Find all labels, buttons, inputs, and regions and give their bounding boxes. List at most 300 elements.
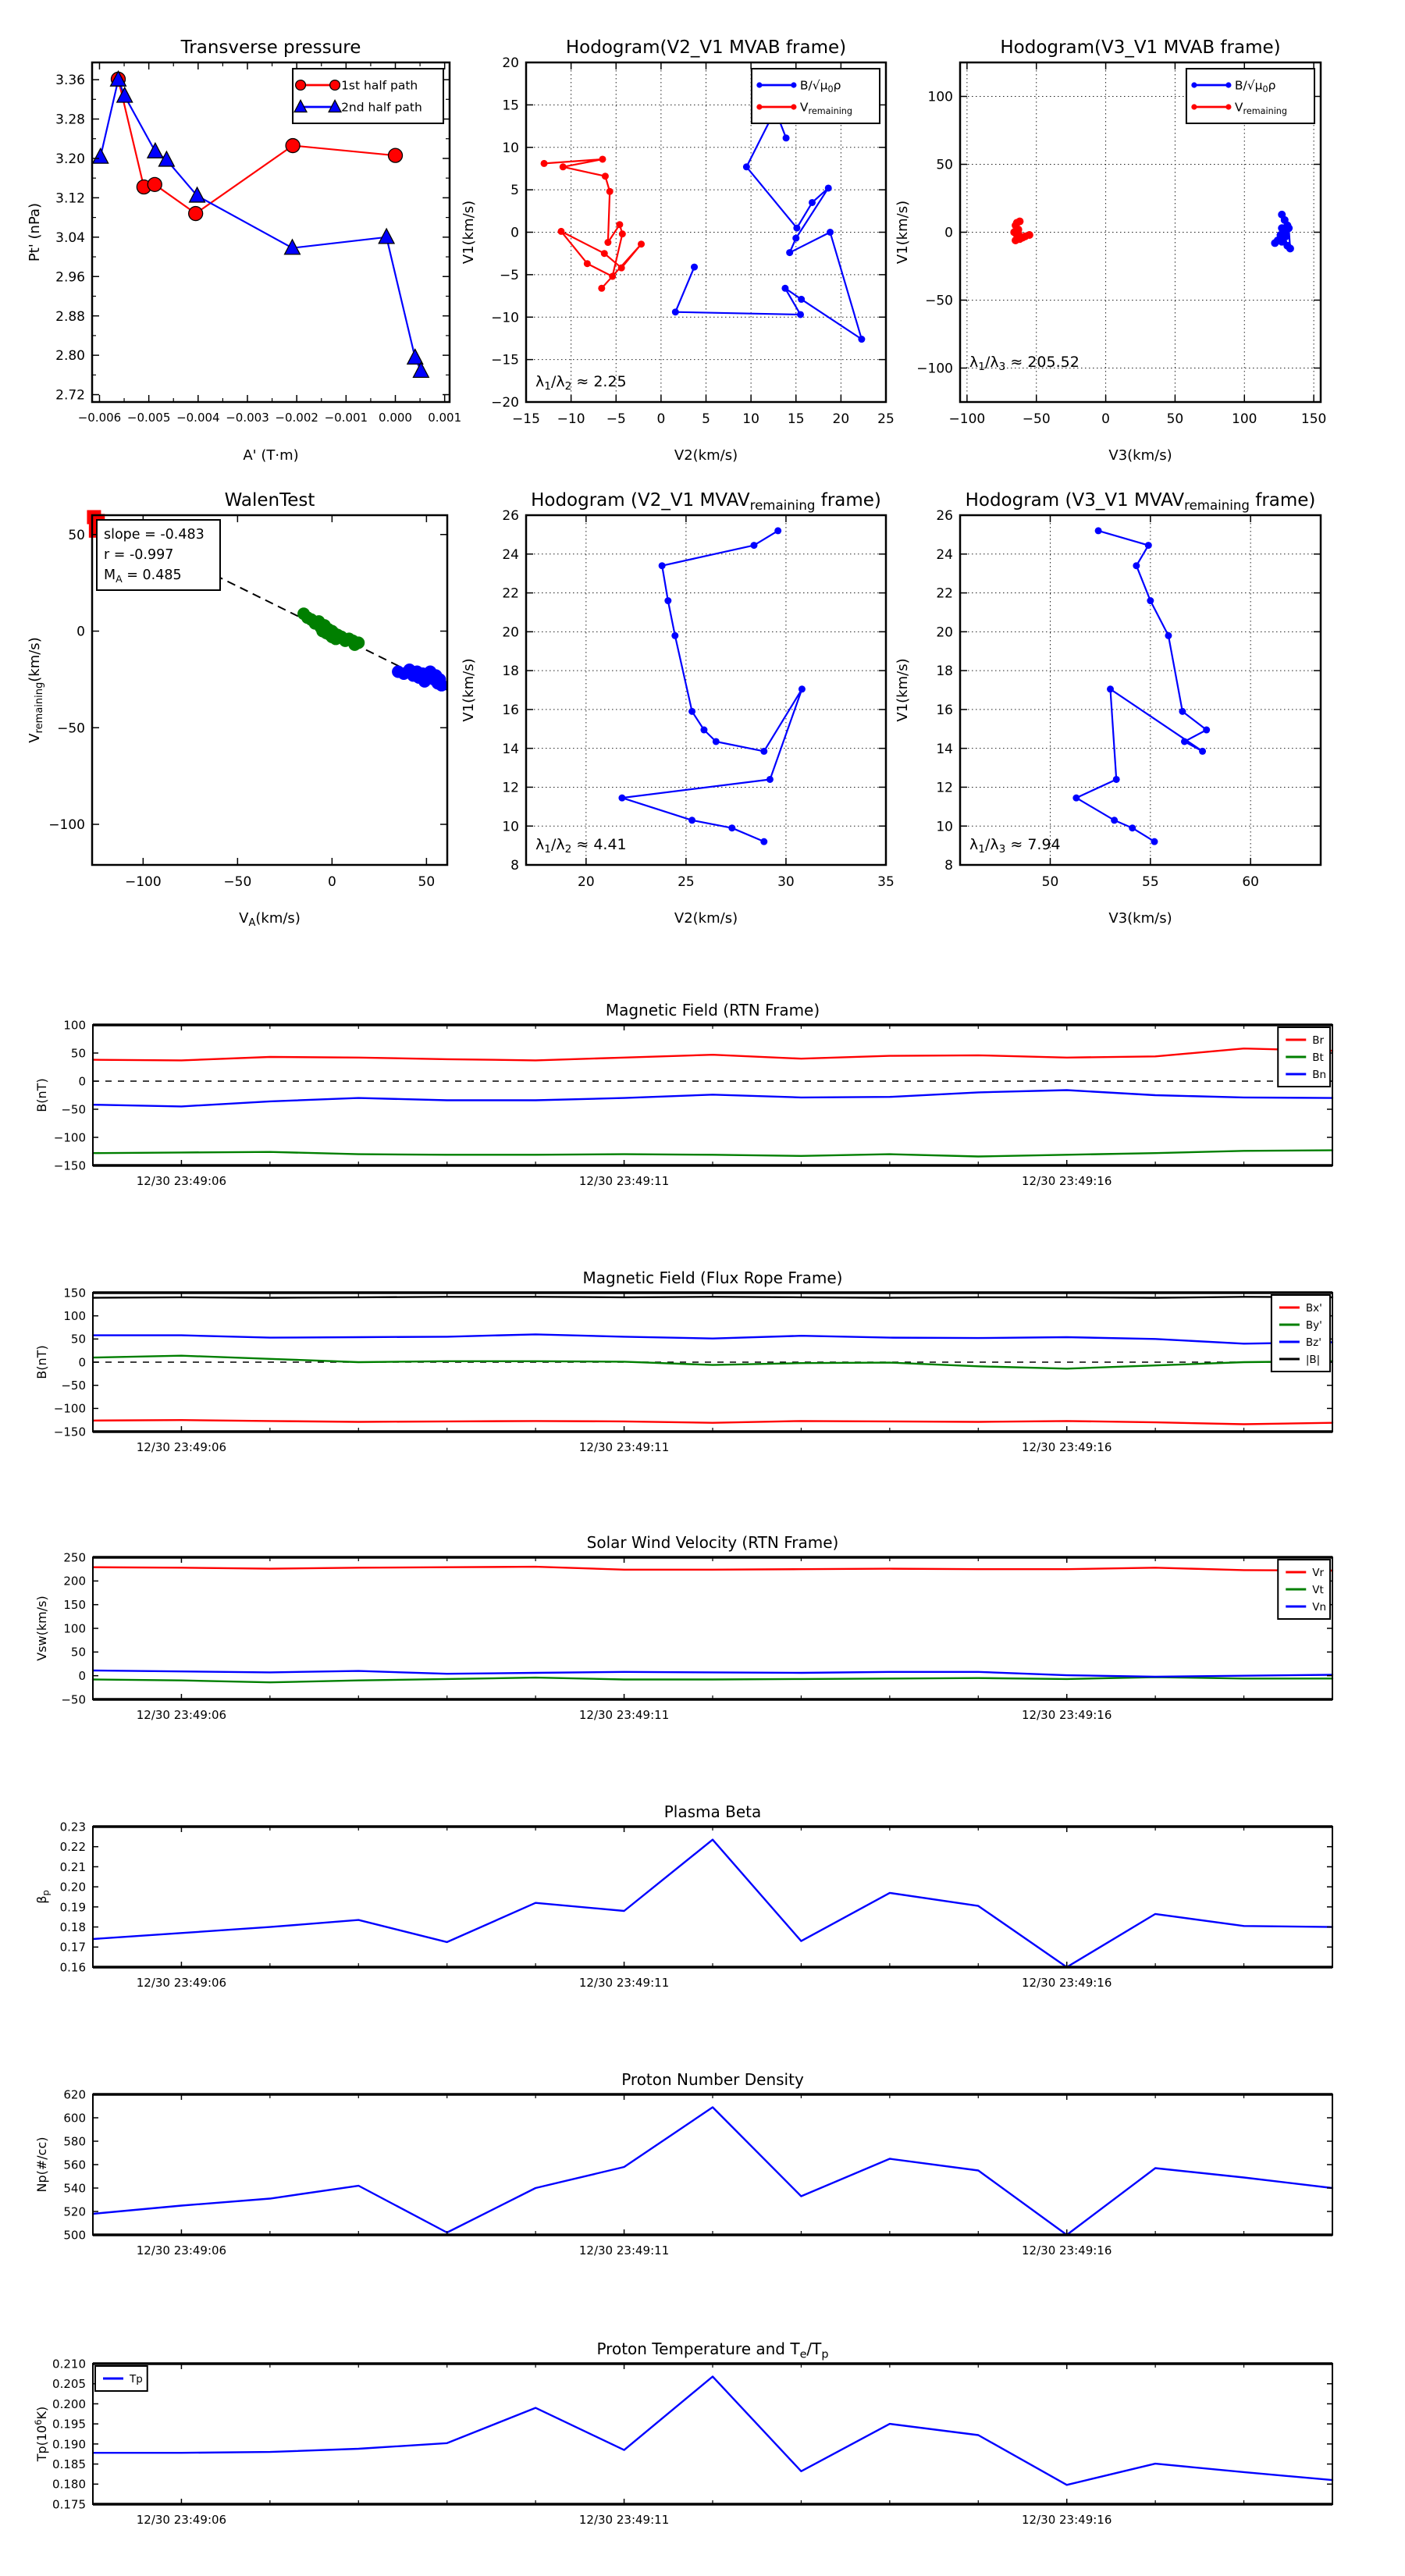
x-axis-label: $V_A(km/s)$ [239,910,301,929]
tick-label: 25 [877,411,895,427]
marker [541,160,548,167]
tick-label: 50 [1041,874,1059,890]
marker [286,139,300,153]
legend-label: Bx' [1305,1301,1322,1315]
marker [783,134,790,141]
tick-label: −100 [53,1130,86,1145]
marker [792,235,799,242]
annotation-box-line: $M_A = 0.485$ [104,568,182,585]
tick-label: −0.005 [126,411,171,425]
marker [791,104,796,109]
chart-plasma-beta [34,1802,1332,1990]
series-Bx' [93,1420,1332,1424]
tick-label: −100 [53,1401,86,1416]
marker [1225,82,1231,87]
tick-label: 3.20 [55,151,85,168]
marker [827,229,834,236]
marker [691,264,698,271]
marker [760,748,767,755]
chart-transverse-pressure [27,37,461,464]
tick-label: 24 [936,546,953,563]
tick-label: 100 [63,1018,86,1033]
legend-label: Bz' [1305,1336,1321,1349]
tick-label: 16 [502,703,519,719]
plot-box [93,2094,1332,2235]
chart-walen-test [27,490,448,929]
marker [330,80,340,91]
marker [1095,527,1102,534]
tick-label: 2.96 [55,269,85,286]
tick-label: 250 [63,1550,86,1565]
marker [148,143,163,158]
tick-label: 0.16 [59,1960,86,1975]
y-axis-label: V1(km/s) [461,200,477,265]
tick-label: 50 [68,527,85,543]
tick-label: 8 [944,858,953,874]
tick-label: 50 [70,1046,86,1061]
legend-label: $B/√\mu_0\rho$ [1234,78,1276,94]
tick-label: 55 [1142,874,1159,890]
plot-box [526,515,886,865]
tick-label: 50 [418,874,436,890]
marker [1165,632,1172,639]
tick-label: 0 [78,1669,86,1684]
tick-label: 3.12 [55,190,85,207]
tick-label: −50 [57,720,85,737]
tick-label: 2.72 [55,387,85,404]
marker [413,362,429,377]
marker [774,527,781,534]
tick-label: 12/30 23:49:11 [578,2513,670,2527]
marker [664,597,671,604]
tick-label: 25 [678,874,695,890]
tick-label: 12/30 23:49:06 [136,2243,227,2258]
marker [1191,82,1197,87]
tick-label: 20 [578,874,595,890]
tick-label: 0.18 [59,1920,86,1934]
legend-label: Vt [1312,1583,1324,1596]
chart-hodogram-v3v1-mvab [895,37,1326,464]
tick-label: 12/30 23:49:16 [1022,2513,1112,2527]
tick-label: 0.000 [379,411,412,425]
tick-label: 0.175 [52,2497,86,2512]
marker [672,308,679,315]
marker [786,249,793,256]
marker [609,273,616,280]
tick-label: 22 [502,585,519,602]
marker [616,221,623,228]
series-Vr [93,1567,1332,1571]
chart-title: WalenTest [224,490,315,511]
marker [352,636,365,649]
chart-mag-field-flux-rope [34,1268,1332,1454]
x-axis-label: V2(km/s) [674,447,738,464]
tick-label: 15 [787,411,805,427]
tick-label: −100 [948,411,986,427]
tick-label: 0.21 [59,1859,86,1874]
marker [379,229,394,244]
tick-label: 20 [832,411,850,427]
tick-label: −50 [925,293,953,309]
marker [767,776,774,783]
tick-label: 3.28 [55,112,85,128]
marker [671,632,678,639]
tick-label: 10 [742,411,759,427]
tick-label: 500 [63,2228,86,2243]
chart-proton-density [34,2070,1332,2258]
y-axis-label: $Tp(10^6K)$ [32,2406,49,2462]
marker [1271,239,1279,247]
tick-label: 2.88 [55,308,85,325]
marker [1107,685,1114,692]
tick-label: 16 [936,703,953,719]
marker [389,148,403,162]
marker [601,250,608,257]
marker [781,285,788,292]
tick-label: 150 [1300,411,1327,427]
marker [760,838,767,845]
x-axis-label: V3(km/s) [1108,447,1172,464]
series-Vt [93,1678,1332,1683]
legend-label: Vn [1312,1600,1327,1614]
tick-label: −0.001 [324,411,368,425]
marker [1072,795,1080,802]
tick-label: 12/30 23:49:06 [136,1976,227,1990]
series-Bt [93,1151,1332,1157]
tick-label: 0 [656,411,666,427]
series-V remaining [544,159,642,288]
series-Bz' [93,1334,1332,1343]
marker [700,727,707,734]
tick-label: −50 [61,1379,86,1393]
legend-label: 2nd half path [341,100,422,115]
chart-hodogram-v3v1-mvav [895,490,1321,927]
series-beta p [93,1840,1332,1967]
tick-label: 12/30 23:49:16 [1022,1174,1112,1188]
series-Np [93,2108,1332,2236]
tick-label: −50 [61,1102,86,1117]
tick-label: 30 [777,874,795,890]
tick-label: 8 [510,858,519,874]
tick-label: 0.001 [428,411,462,425]
tick-label: 12/30 23:49:06 [136,1708,227,1722]
tick-label: 10 [502,140,519,156]
legend-label: Vr [1312,1566,1325,1579]
x-axis-label: V3(km/s) [1108,910,1172,927]
chart-title: Plasma Beta [663,1802,762,1821]
marker [604,239,611,246]
tick-label: 12/30 23:49:06 [136,1440,227,1454]
chart-title: Solar Wind Velocity (RTN Frame) [586,1533,839,1552]
marker [688,817,695,824]
marker [1179,708,1186,715]
chart-title: Transverse pressure [180,37,361,58]
tick-label: 100 [63,1309,86,1324]
tick-label: −0.002 [275,411,318,425]
tick-label: 5 [702,411,710,427]
chart-hodogram-v2v1-mvav [461,490,895,927]
marker [797,311,804,318]
chart-proton-temperature [33,2339,1332,2527]
marker [599,155,606,162]
marker [791,82,796,87]
marker [606,188,614,195]
tick-label: 0.180 [52,2477,86,2492]
tick-label: 0 [327,874,336,890]
tick-label: −50 [1022,411,1051,427]
marker [1111,817,1118,824]
marker [1151,838,1158,845]
tick-label: 12/30 23:49:11 [578,2243,670,2258]
tick-label: 12/30 23:49:16 [1022,1976,1112,1990]
chart-solar-wind-velocity [34,1533,1332,1722]
tick-label: 100 [1232,411,1257,427]
tick-label: 12/30 23:49:06 [136,1174,227,1188]
x-axis-label: V2(km/s) [674,910,738,927]
marker [1191,104,1197,109]
tick-label: 50 [936,157,953,173]
chart-title: Proton Temperature and $T_e/T_p$ [596,2339,829,2361]
legend-label: 1st half path [341,78,418,93]
tick-label: 20 [502,55,519,72]
chart-title: Hodogram(V2_V1 MVAB frame) [565,37,847,58]
tick-label: 520 [63,2204,86,2219]
legend-label: $V_{remaining}$ [1234,100,1288,116]
tick-label: 12/30 23:49:16 [1022,1440,1112,1454]
tick-label: 580 [63,2134,86,2149]
marker [743,163,750,170]
plot-box [960,515,1321,865]
tick-label: 12 [502,780,519,796]
tick-label: 10 [502,819,519,835]
tick-label: 0 [1101,411,1110,427]
marker [858,336,865,343]
marker [117,87,133,102]
marker [618,265,625,272]
tick-label: −15 [512,411,540,427]
annotation: $\lambda_1/\lambda_3 \approx 205.52$ [969,354,1080,374]
tick-label: 150 [63,1598,86,1613]
y-axis-label: V1(km/s) [461,658,477,722]
tick-label: 0.190 [52,2437,86,2452]
chart-title: Hodogram (V2_V1 $MVAV_{remaining}$ frame) [531,490,881,514]
chart-mag-field-rtn [34,1001,1332,1188]
tick-label: 0.19 [59,1900,86,1915]
tick-label: 3.04 [55,229,85,246]
tick-label: 12/30 23:49:11 [578,1976,670,1990]
series-Br [93,1048,1332,1060]
tick-label: −0.003 [226,411,269,425]
tick-label: 12/30 23:49:11 [578,1708,670,1722]
tick-label: 18 [502,664,519,680]
legend-label: |B| [1305,1353,1321,1366]
marker [1285,224,1293,232]
tick-label: 26 [936,508,953,525]
tick-label: 12/30 23:49:16 [1022,1708,1112,1722]
marker [1147,597,1154,604]
tick-label: 3.36 [55,73,85,89]
marker [618,795,625,802]
tick-label: 22 [936,585,953,602]
marker [799,685,806,692]
tick-label: 12/30 23:49:06 [136,2513,227,2527]
marker [1145,542,1152,549]
marker [793,225,800,232]
legend-label: Bn [1312,1068,1327,1081]
y-axis-label: Vsw(km/s) [34,1596,49,1661]
legend-label: $V_{remaining}$ [799,100,853,116]
annotation: $\lambda_1/\lambda_2 \approx 2.25$ [535,373,627,393]
tick-label: 12/30 23:49:11 [578,1440,670,1454]
legend-label: $B/√\mu_0\rho$ [799,78,841,94]
legend-label: Br [1312,1034,1325,1047]
tick-label: 0.210 [52,2357,86,2371]
annotation: $\lambda_1/\lambda_3 \approx 7.94$ [969,836,1061,856]
marker [1015,229,1023,237]
tick-label: 0.20 [59,1880,86,1895]
tick-label: −100 [124,874,162,890]
marker [1129,824,1136,831]
tick-label: −15 [491,352,519,368]
tick-label: 12/30 23:49:11 [578,1174,670,1188]
tick-label: −50 [223,874,252,890]
marker [1012,237,1019,244]
legend [293,69,443,123]
annotation: $\lambda_1/\lambda_2 \approx 4.41$ [535,836,627,856]
series-Vn [93,1670,1332,1677]
tick-label: 24 [502,546,519,563]
chart-title: Proton Number Density [621,2070,804,2089]
y-axis-label: Pt' (nPa) [27,202,43,262]
y-axis-label: V1(km/s) [895,200,911,265]
tick-label: 12/30 23:49:16 [1022,2243,1112,2258]
tick-label: −150 [53,1158,86,1173]
tick-label: 560 [63,2158,86,2172]
tick-label: 0.200 [52,2396,86,2411]
tick-label: −10 [557,411,585,427]
y-axis-label: $V_{remaining}(km/s)$ [27,637,45,743]
marker [809,199,816,206]
tick-label: 20 [502,624,519,641]
tick-label: 26 [502,508,519,525]
y-axis-label: B(nT) [34,1078,49,1112]
tick-label: 100 [927,89,953,105]
marker [148,177,162,191]
annotation-box-line: r = -0.997 [104,547,174,563]
series-V hodogram [1076,531,1207,841]
tick-label: −5 [499,267,519,283]
tick-label: 5 [510,183,519,199]
tick-label: −20 [491,395,519,411]
tick-label: 15 [502,98,519,114]
tick-label: 0 [76,624,85,640]
series-Bn [93,1091,1332,1107]
x-axis-label: A' (T·m) [243,447,299,464]
series-B over sqrt(mu0 rho) [675,110,862,340]
tick-label: 0.185 [52,2457,86,2471]
y-axis-label: V1(km/s) [895,658,911,722]
marker [407,349,423,364]
tick-label: −10 [491,310,519,326]
tick-label: 35 [877,874,895,890]
tick-label: −100 [916,361,953,377]
annotation-box-line: slope = -0.483 [104,527,205,543]
tick-label: 60 [1242,874,1259,890]
marker [825,184,832,191]
tick-label: 0.23 [59,1820,86,1834]
series-V hodogram [622,531,802,841]
marker [728,824,735,831]
marker [1113,776,1120,783]
tick-label: −100 [48,817,85,834]
tick-label: 0.22 [59,1840,86,1855]
marker [1225,104,1231,109]
plot-box [93,1827,1332,1967]
tick-label: 0 [78,1355,86,1370]
tick-label: 150 [63,1286,86,1300]
chart-title: Hodogram(V3_V1 MVAB frame) [1000,37,1281,58]
marker [1199,748,1206,755]
tick-label: 14 [936,741,953,757]
marker [798,296,805,303]
tick-label: 14 [502,741,519,757]
tick-label: −0.004 [176,411,220,425]
tick-label: 100 [63,1621,86,1636]
marker [713,738,720,745]
tick-label: −5 [606,411,626,427]
marker [756,82,762,87]
marker [638,240,645,247]
chart-title: Magnetic Field (Flux Rope Frame) [582,1268,843,1287]
tick-label: 0 [944,225,953,241]
marker [750,542,757,549]
tick-label: 0 [510,225,519,241]
chart-title: Hodogram (V3_V1 $MVAV_{remaining}$ frame) [965,490,1316,514]
tick-label: −50 [61,1692,86,1707]
y-axis-label: B(nT) [34,1345,49,1379]
tick-label: 620 [63,2087,86,2102]
tick-label: 50 [70,1332,86,1347]
marker [598,285,605,292]
marker [296,80,306,91]
marker [1286,244,1294,252]
marker [557,228,564,235]
marker [602,173,609,180]
chart-title: Magnetic Field (RTN Frame) [605,1001,820,1019]
tick-label: 18 [936,664,953,680]
marker [1203,727,1210,734]
marker [436,679,448,692]
legend-label: Tp [130,2372,143,2386]
marker [584,260,591,267]
marker [756,104,762,109]
marker [619,230,626,237]
legend-label: Bt [1312,1051,1324,1064]
marker [1181,738,1188,745]
tick-label: 2.80 [55,348,85,365]
tick-label: 20 [936,624,953,641]
plot-box [93,2364,1332,2504]
marker [560,163,567,170]
tick-label: 50 [70,1645,86,1660]
tick-label: 200 [63,1574,86,1589]
tick-label: 0 [78,1074,86,1089]
tick-label: 0.195 [52,2417,86,2432]
tick-label: −150 [53,1425,86,1439]
marker [688,708,695,715]
tick-label: 12 [936,780,953,796]
marker [93,148,108,163]
